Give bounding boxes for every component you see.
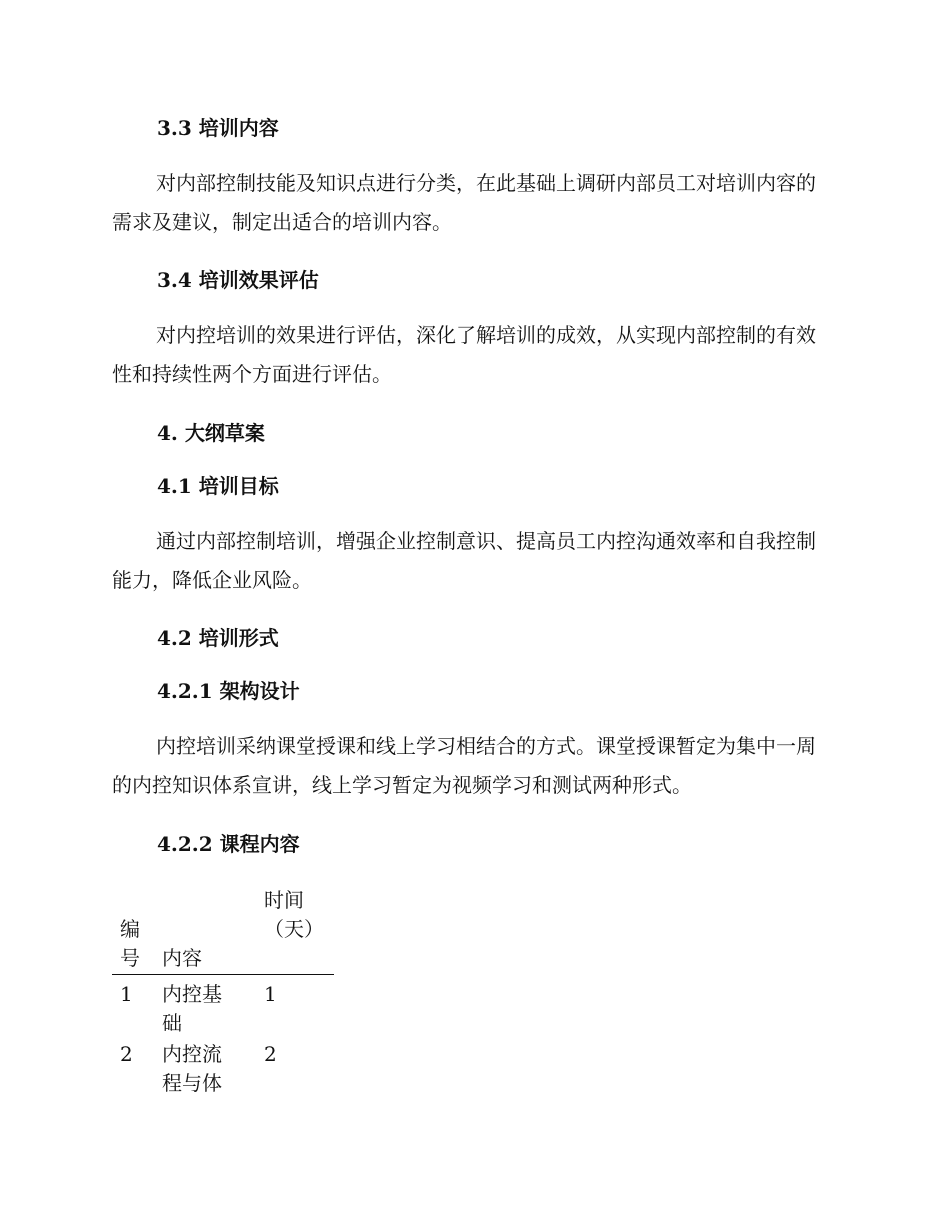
heading-3-3: 3.3 培训内容 bbox=[157, 116, 279, 140]
cell-time: 1 bbox=[264, 982, 277, 1006]
cell-content: 内控流程与体 bbox=[162, 1042, 222, 1095]
header-rule bbox=[112, 974, 334, 975]
table-row bbox=[112, 980, 334, 1040]
table-row bbox=[112, 1040, 334, 1100]
heading-4: 4. 大纲草案 bbox=[157, 421, 265, 445]
paragraph-4-1: 通过内部控制培训，增强企业控制意识、提高员工内控沟通效率和自我控制能力，降低企业风险。 bbox=[112, 529, 816, 592]
heading-3-4: 3.4 培训效果评估 bbox=[157, 268, 319, 292]
cell-number: 1 bbox=[120, 982, 133, 1006]
heading-4-1: 4.1 培训目标 bbox=[157, 474, 279, 498]
cell-time: 2 bbox=[264, 1042, 277, 1066]
header-content: 内容 bbox=[162, 946, 202, 970]
paragraph-3-4: 对内控培训的效果进行评估，深化了解培训的成效，从实现内部控制的有效性和持续性两个方面进行评估。 bbox=[112, 323, 816, 386]
header-time: 时间（天） bbox=[264, 888, 324, 941]
paragraph-3-3: 对内部控制技能及知识点进行分类，在此基础上调研内部员工对培训内容的需求及建议，制定出适合的培训内容。 bbox=[112, 171, 816, 234]
paragraph-4-2-1: 内控培训采纳课堂授课和线上学习相结合的方式。课堂授课暂定为集中一周的内控知识体系宣讲，线上学习暂定为视频学习和测试两种形式。 bbox=[112, 734, 816, 797]
cell-content: 内控基础 bbox=[162, 982, 222, 1035]
header-number: 编号 bbox=[120, 917, 140, 970]
heading-4-2: 4.2 培训形式 bbox=[157, 626, 279, 650]
table-header bbox=[112, 886, 334, 974]
course-table bbox=[112, 886, 334, 1106]
heading-4-2-2: 4.2.2 课程内容 bbox=[157, 832, 300, 856]
heading-4-2-1: 4.2.1 架构设计 bbox=[157, 679, 300, 703]
cell-number: 2 bbox=[120, 1042, 133, 1066]
